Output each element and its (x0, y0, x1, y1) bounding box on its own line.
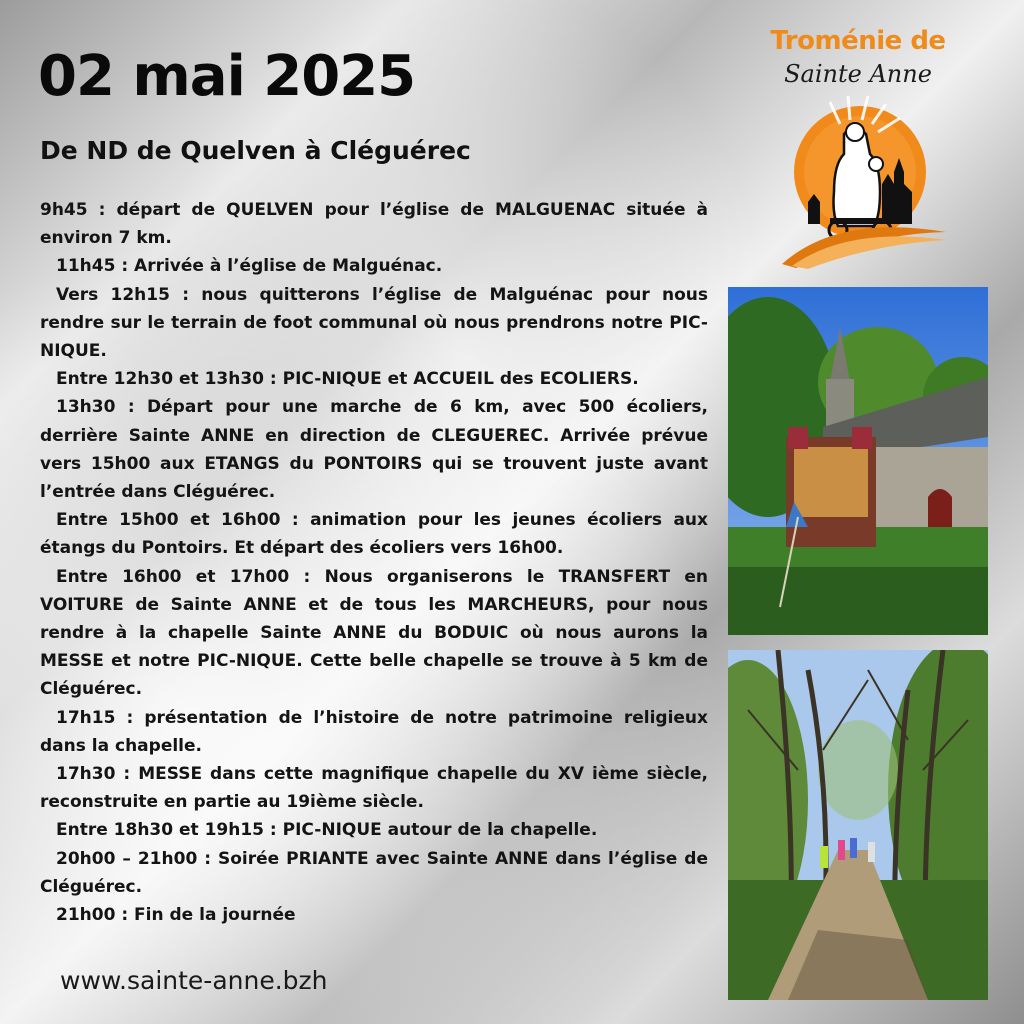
program-item (40, 760, 708, 816)
program-item-text: 20h00 – 21h00 : Soirée PRIANTE avec Sainte ANNE dans l’église de Cléguérec. (40, 848, 708, 897)
program-item-text: 9h45 : départ de QUELVEN pour l’église de MALGUENAC située à environ 7 km. (40, 200, 708, 249)
program-item (40, 393, 708, 506)
logo-title-line2: Sainte Anne (784, 60, 932, 88)
program-item-text: 17h30 : MESSE dans cette magnifique chapelle du XV ième siècle, reconstruite en partie au 19ième siècle. (40, 764, 708, 813)
program-item (40, 901, 708, 929)
program-item (40, 252, 708, 280)
forest-path-photo (728, 650, 988, 1000)
program-item (40, 281, 708, 366)
website-url[interactable]: www.sainte-anne.bzh (60, 966, 328, 995)
program-item (40, 506, 708, 562)
event-date-title: 02 mai 2025 (38, 44, 416, 109)
day-program (40, 196, 708, 929)
program-item (40, 563, 708, 704)
program-item-text: 11h45 : Arrivée à l’église de Malguénac. (56, 256, 443, 277)
program-item (40, 816, 708, 844)
program-item (40, 845, 708, 901)
route-subtitle: De ND de Quelven à Cléguérec (40, 136, 471, 165)
program-item (40, 196, 708, 252)
program-item-text: Entre 16h00 et 17h00 : Nous organiserons le TRANSFERT en VOITURE de Sainte ANNE et de tous les MARCHEURS, pour nous rendre à la chapelle Sainte ANNE du BODUIC où nous aurons la MESSE et notre PIC-NIQUE. Cette belle chapelle se trouve à 5 km de Cléguérec. (40, 566, 708, 700)
program-item-text: Entre 15h00 et 16h00 : animation pour les jeunes écoliers aux étangs du Pontoirs. Et départ des écoliers vers 16h00. (40, 510, 708, 559)
program-item-text: Entre 12h30 et 13h30 : PIC-NIQUE et ACCUEIL des ECOLIERS. (56, 369, 639, 390)
program-item-text: 17h15 : présentation de l’histoire de notre patrimoine religieux dans la chapelle. (40, 707, 708, 756)
program-item (40, 365, 708, 393)
chapel-photo (728, 287, 988, 635)
program-item-text: 13h30 : Départ pour une marche de 6 km, avec 500 écoliers, derrière Sainte ANNE en direction de CLEGUEREC. Arrivée prévue vers 15h00 aux ETANGS du PONTOIRS qui se trouvent juste avant l’entrée dans Cléguérec. (40, 397, 708, 503)
program-item-text: Entre 18h30 et 19h15 : PIC-NIQUE autour de la chapelle. (56, 820, 598, 841)
program-item-text: 21h00 : Fin de la journée (56, 905, 296, 926)
tromenie-logo (758, 22, 958, 272)
logo-title-line1: Troménie de (770, 26, 946, 56)
program-item (40, 704, 708, 760)
sainte-anne-emblem-icon (778, 94, 948, 269)
program-item-text: Vers 12h15 : nous quitterons l’église de Malguénac pour nous rendre sur le terrain de foot communal où nous prendrons notre PIC-NIQUE. (40, 284, 708, 362)
